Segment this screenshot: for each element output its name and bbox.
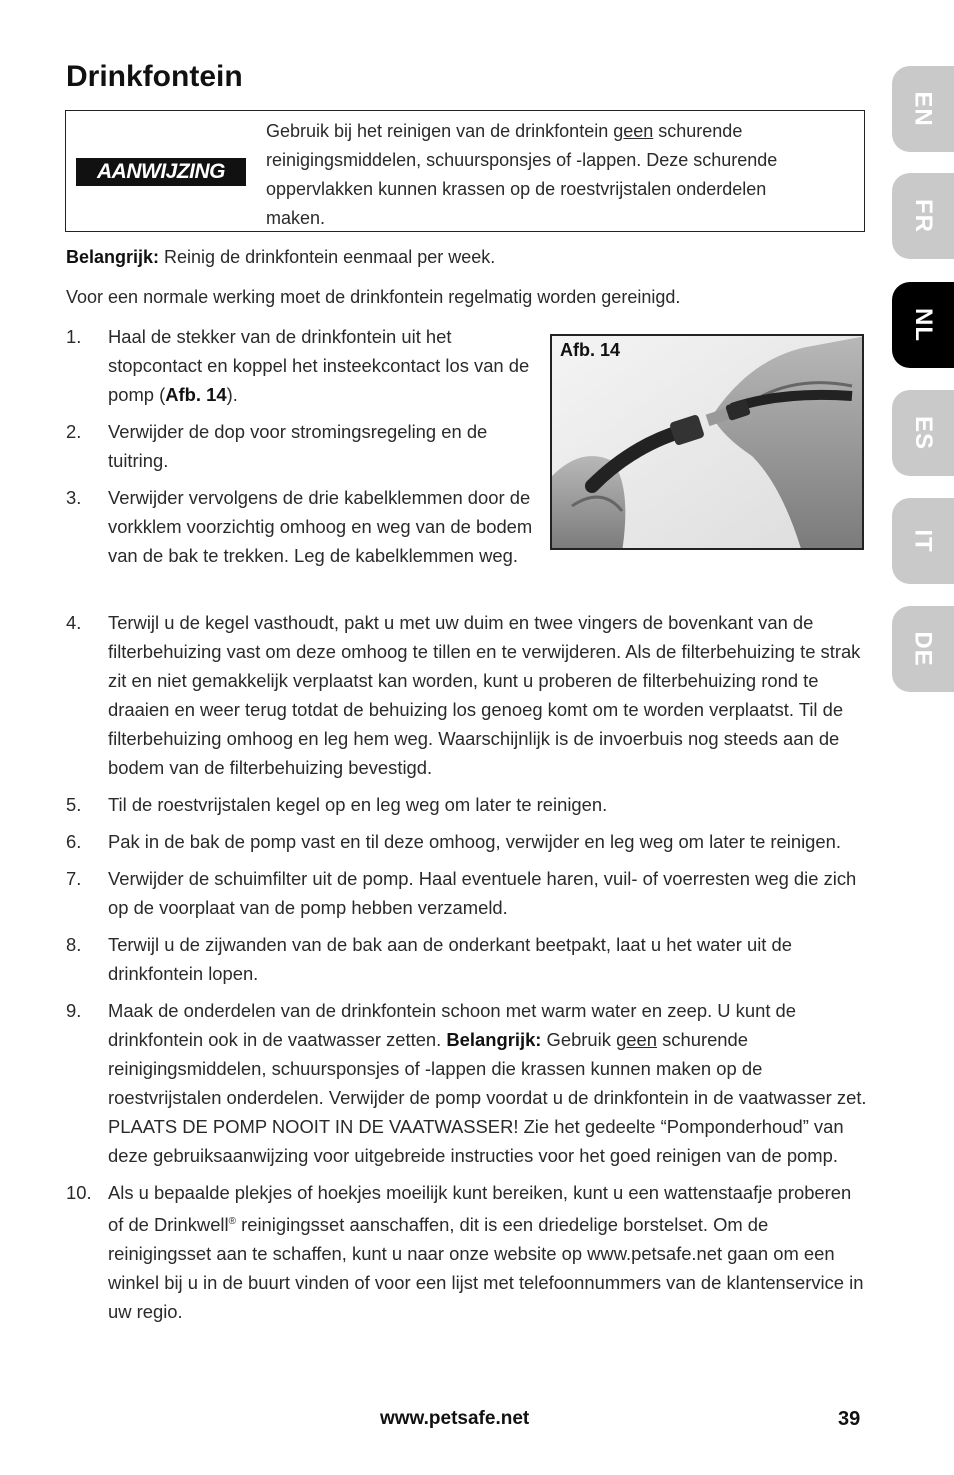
steps-list-top	[66, 322, 546, 578]
list-item: 5. Til de roestvrijstalen kegel op en leg weg om later te reinigen.	[66, 794, 608, 815]
list-item: 2. Verwijder de dop voor stromingsregeling en de tuitring.	[66, 421, 488, 471]
tab-fr[interactable]: FR	[892, 173, 954, 259]
important-note: Belangrijk: Reinig de drinkfontein eenmaal per week.	[66, 247, 496, 267]
list-item: 9. Maak de onderdelen van de drinkfontein schoon met warm water en zeep. U kunt de drinkfontein ook in de vaatwasser zetten. Belangrijk: Gebruik geen schurende reinigingsmiddelen, schuursponsjes of -lappen die krassen kunnen maken op de roestvrijstalen onderdelen. Verwijder de pomp voordat u de drinkfontein in de vaatwasser zet. PLAATS DE POMP NOOIT IN DE VAATWASSER! Zie het gedeelte “Pomponderhoud” van deze gebruiksaanwijzing voor uitgebreide instructies voor het goed reinigen van de pomp.	[66, 1000, 867, 1166]
notice-label: AANWIJZING	[76, 158, 246, 186]
list-item: 8. Terwijl u de zijwanden van de bak aan de onderkant beetpakt, laat u het water uit de drinkfontein lopen.	[66, 934, 792, 984]
list-item: 10. Als u bepaalde plekjes of hoekjes moeilijk kunt bereiken, kunt u een wattenstaafje proberen of de Drinkwell® reinigingsset aanschaffen, dit is een driedelige borstelset. Om de reinigingsset aan te schaffen, kunt u naar onze website op www.petsafe.net gaan om een winkel bij u in de buurt vinden of voor een lijst met telefoonnummers van de klantenservice in uw regio.	[66, 1182, 864, 1323]
list-item: 3. Verwijder vervolgens de drie kabelklemmen door de vorkklem voorzichtig omhoog en weg van de bodem van de bak te trekken. Leg de kabelklemmen weg.	[66, 487, 533, 566]
figure-14	[550, 334, 864, 550]
tab-it[interactable]: IT	[892, 498, 954, 584]
important-label: Belangrijk:	[66, 247, 160, 267]
notice-box	[65, 110, 865, 232]
notice-text: Gebruik bij het reinigen van de drinkfontein geen schurende reinigingsmiddelen, schuursponsjes of -lappen. Deze schurende oppervlakken kunnen krassen op de roestvrijstalen onderdelen maken.	[266, 121, 778, 228]
tab-nl[interactable]: NL	[892, 282, 954, 368]
tab-en[interactable]: EN	[892, 66, 954, 152]
connector-photo	[552, 336, 864, 550]
page-title: Drinkfontein	[66, 60, 243, 93]
page-number: 39	[838, 1408, 861, 1430]
list-item: 7. Verwijder de schuimfilter uit de pomp. Haal eventuele haren, vuil- of voerresten weg die zich op de voorplaat van de pomp hebben verzameld.	[66, 868, 857, 918]
tab-es[interactable]: ES	[892, 390, 954, 476]
footer-url[interactable]: www.petsafe.net	[380, 1408, 530, 1429]
list-item: 1. Haal de stekker van de drinkfontein uit het stopcontact en koppel het insteekcontact los van de pomp (Afb. 14).	[66, 326, 530, 405]
tab-de[interactable]: DE	[892, 606, 954, 692]
list-item: 4. Terwijl u de kegel vasthoudt, pakt u met uw duim en twee vingers de bovenkant van de filterbehuizing vast om deze omhoog te tillen en te verwijderen. Als de filterbehuizing te strak zit en niet gemakkelijk verplaatst kan worden, kunt u proberen de filterbehuizing rond te draaien en weer terug totdat de behuizing los genoeg komt om te worden verplaatst. Til de filterbehuizing omhoog en leg hem weg. Waarschijnlijk is de invoerbuis nog steeds aan de bodem van de filterbehuizing bevestigd.	[66, 612, 861, 778]
steps-list-bottom	[66, 608, 868, 1334]
intro-text: Voor een normale werking moet de drinkfontein regelmatig worden gereinigd.	[66, 287, 681, 307]
figure-label: Afb. 14	[560, 340, 621, 360]
list-item: 6. Pak in de bak de pomp vast en til deze omhoog, verwijder en leg weg om later te reinigen.	[66, 831, 841, 852]
